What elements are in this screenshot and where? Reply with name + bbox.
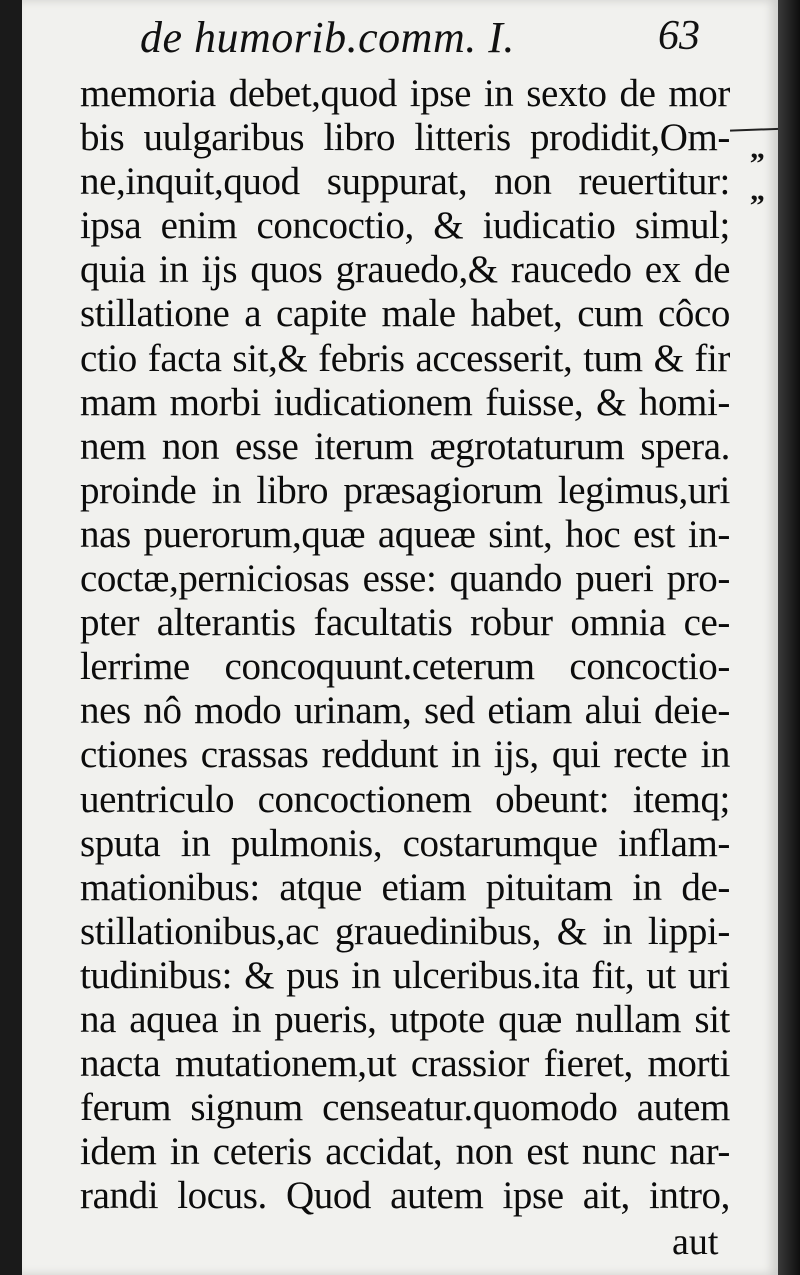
text-line: quia in ijs quos grauedo,& raucedo ex de	[80, 248, 730, 292]
text-line: ipsa enim concoctio, & iudicatio simul;	[80, 204, 730, 248]
text-line: proinde in libro præsagiorum legimus,uri	[80, 468, 730, 512]
text-line: uentriculo concoctionem obeunt: itemq;	[80, 777, 730, 821]
running-head: de humorib.comm. I.	[140, 13, 515, 62]
marginal-quote-mark: „	[750, 132, 765, 165]
text-line: pter alterantis facultatis robur omnia ce-	[80, 601, 730, 645]
text-line: ctiones crassas reddunt in ijs, qui recte in	[80, 733, 730, 777]
book-page	[22, 0, 778, 1275]
text-line: nem non esse iterum ægrotaturum spera.	[80, 424, 730, 468]
text-line: nes nô modo urinam, sed etiam alui deie-	[80, 689, 730, 733]
text-line: stillationibus,ac grauedinibus, & in lippi-	[80, 909, 730, 953]
text-line: sputa in pulmonis, costarumque inflam-	[80, 821, 730, 865]
text-line: lerrime concoquunt.ceterum concoctio-	[80, 645, 730, 689]
text-line: ferum signum censeatur.quomodo autem	[80, 1086, 730, 1130]
text-line: nacta mutationem,ut crassior fieret, morti	[80, 1042, 730, 1086]
page-edge-shadow	[778, 0, 800, 1275]
text-line: nas puerorum,quæ aqueæ sint, hoc est in-	[80, 512, 730, 556]
text-line: bis uulgaribus libro litteris prodidit,Om-	[80, 116, 730, 160]
text-line: na aquea in pueris, utpote quæ nullam sit	[80, 997, 730, 1041]
text-line: stillatione a capite male habet, cum côco	[80, 292, 730, 336]
text-line: tudinibus: & pus in ulceribus.ita fit, ut uri	[80, 953, 730, 997]
text-line: randi locus. Quod autem ipse ait, intro,	[80, 1174, 730, 1218]
page-number: 63	[658, 13, 700, 59]
marginal-quote-mark: „	[750, 174, 765, 207]
text-line: ne,inquit,quod suppurat, non reuertitur:	[80, 160, 730, 204]
catchword: aut	[672, 1221, 719, 1263]
text-line: coctæ,perniciosas esse: quando pueri pro-	[80, 557, 730, 601]
text-line: mationibus: atque etiam pituitam in de-	[80, 865, 730, 909]
text-line: mam morbi iudicationem fuisse, & homi-	[80, 380, 730, 424]
text-line: idem in ceteris accidat, non est nunc nar-	[80, 1130, 730, 1174]
body-text	[80, 72, 730, 1218]
text-line: ctio facta sit,& febris accesserit, tum & fir	[80, 336, 730, 380]
text-line: memoria debet,quod ipse in sexto de mor	[80, 72, 730, 115]
